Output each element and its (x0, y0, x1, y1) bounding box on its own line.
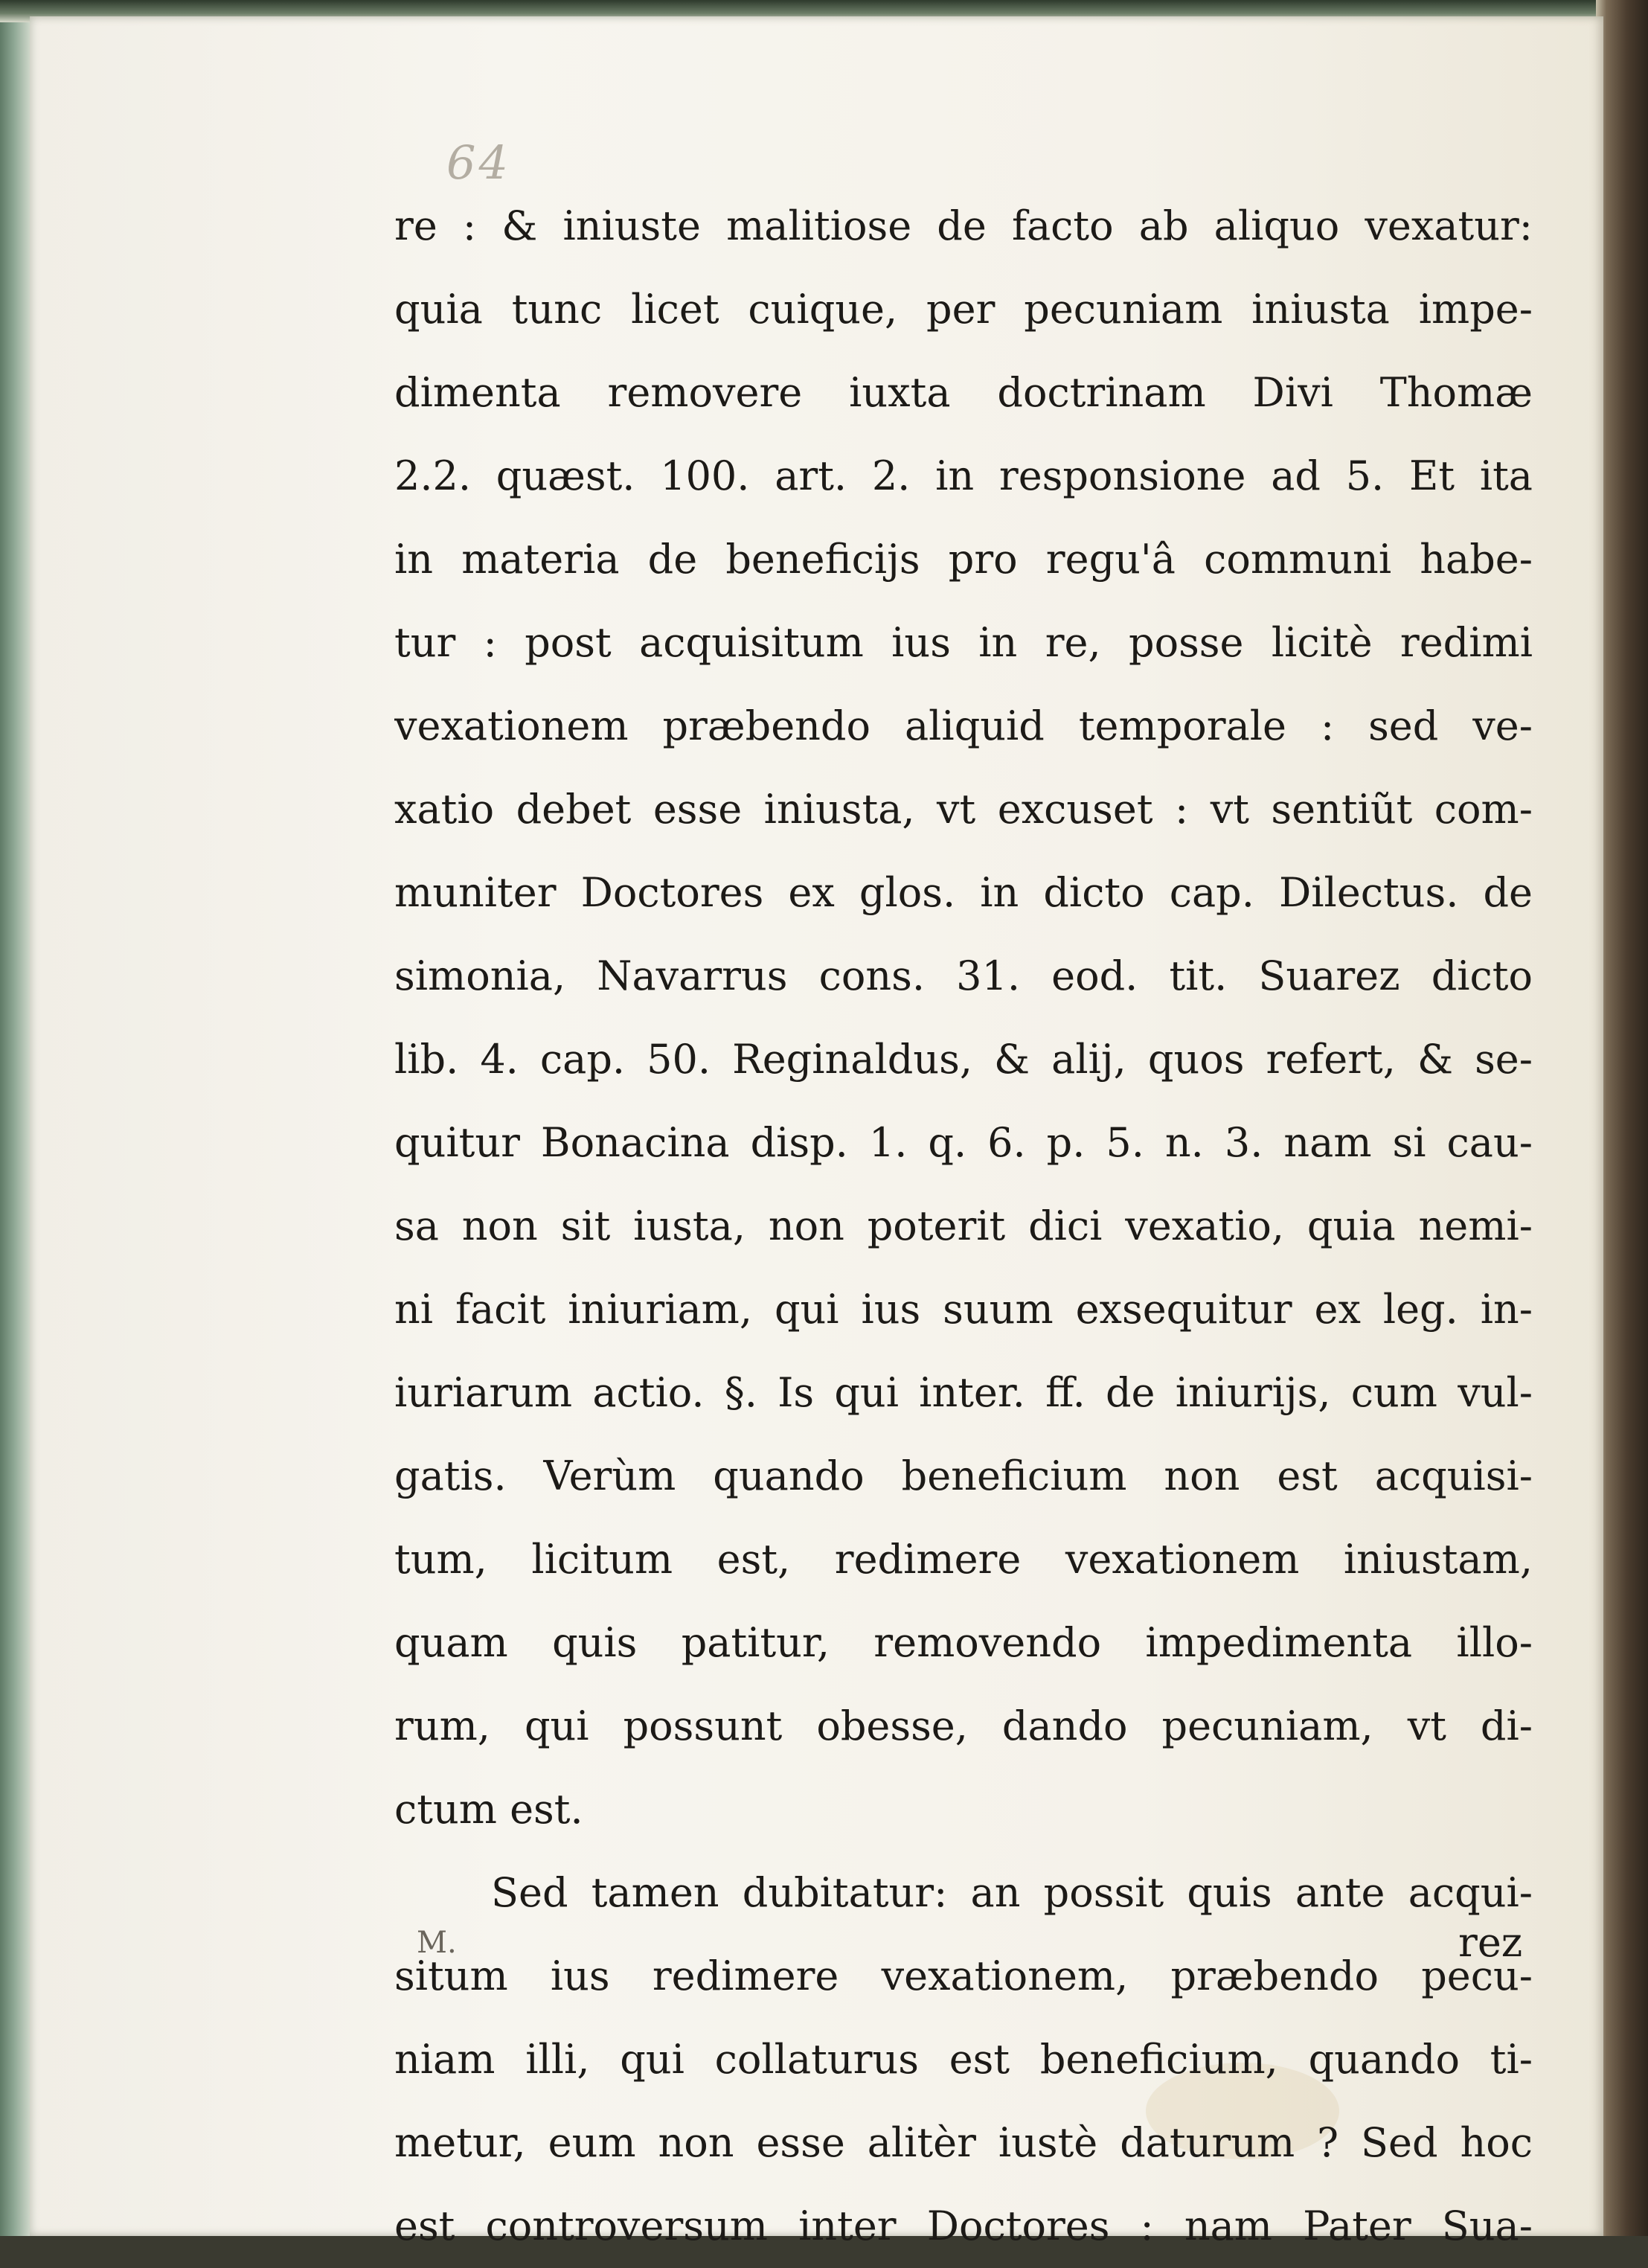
text-line: quitur Bonacina disp. 1. q. 6. p. 5. n. 3. nam si cau- (394, 1119, 1533, 1166)
text-line: tur : post acquisitum ius in re, posse licitè redimi (394, 619, 1533, 666)
signature-mark: M. (417, 1926, 457, 1960)
text-line: 2.2. quæst. 100. art. 2. in responsione ad 5. Et ita (394, 452, 1533, 499)
text-line: quia tunc licet cuique, per pecuniam iniusta impe- (394, 286, 1533, 333)
text-line: metur, eum non esse alitèr iustè daturum ? Sed hoc (394, 2119, 1533, 2166)
text-line: ni facit iniuriam, qui ius suum exsequitur ex leg. in- (394, 1286, 1533, 1333)
text-line: gatis. Verùm quando beneficium non est acquisi- (394, 1452, 1533, 1499)
page-number: 64 (446, 135, 511, 190)
text-line: sa non sit iusta, non poterit dici vexatio, quia nemi- (394, 1202, 1533, 1249)
text-line: dimenta removere iuxta doctrinam Divi Thomæ (394, 369, 1533, 416)
text-line: simonia, Navarrus cons. 31. eod. tit. Suarez dicto (394, 952, 1533, 999)
text-line: rum, qui possunt obesse, dando pecuniam, vt di- (394, 1702, 1533, 1749)
paragraph-start-line: Sed tamen dubitatur: an possit quis ante acqui- (491, 1869, 1533, 1916)
text-line: tum, licitum est, redimere vexationem iniustam, (394, 1536, 1533, 1583)
text-line: ctum est. (394, 1786, 583, 1833)
text-line: iuriarum actio. §. Is qui inter. ff. de iniurijs, cum vul- (394, 1369, 1533, 1416)
text-line: xatio debet esse iniusta, vt excuset : vt sentiũt com- (394, 786, 1533, 833)
body-text (394, 185, 1533, 2268)
text-line: lib. 4. cap. 50. Reginaldus, & alij, quos refert, & se- (394, 1036, 1533, 1083)
text-line: situm ius redimere vexationem, præbendo pecu- (394, 1953, 1533, 1999)
catchword: rez (1458, 1919, 1523, 1966)
text-line: in materia de beneficijs pro regu'â communi habe- (394, 536, 1533, 583)
text-line: quam quis patitur, removendo impedimenta illo- (394, 1619, 1533, 1666)
text-line: niam illi, qui collaturus est beneficium, quando ti- (394, 2036, 1533, 2083)
text-line: re : & iniuste malitiose de facto ab aliquo vexatur: (394, 202, 1533, 249)
text-line: muniter Doctores ex glos. in dicto cap. Dilectus. de (394, 869, 1533, 916)
text-line: est controversum inter Doctores : nam Pater Sua- (394, 2203, 1533, 2249)
right-board-edge (1596, 0, 1648, 2236)
text-line: vexationem præbendo aliquid temporale : sed ve- (394, 702, 1533, 749)
